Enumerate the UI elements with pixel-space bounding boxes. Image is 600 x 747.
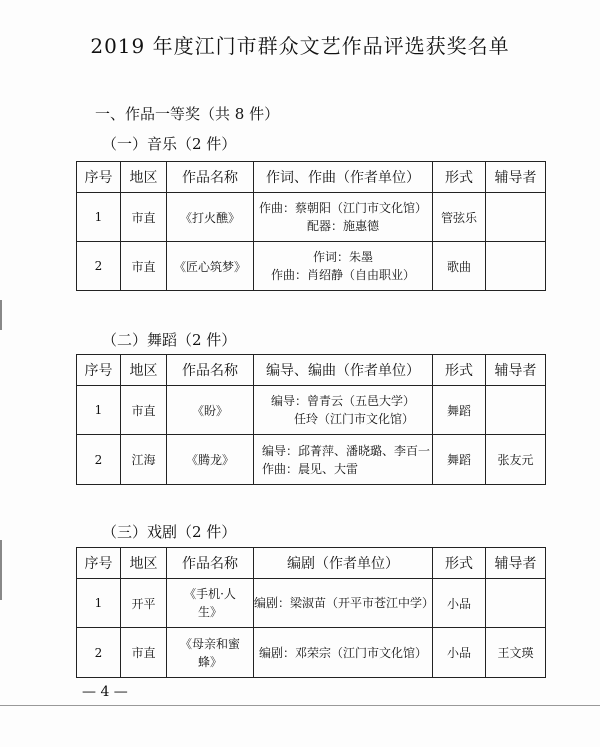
header-cell: 形式 bbox=[433, 162, 486, 193]
row-form: 舞蹈 bbox=[433, 386, 486, 435]
row-authors bbox=[254, 242, 433, 291]
header-cell: 编剧（作者单位） bbox=[254, 548, 433, 579]
row-authors bbox=[254, 628, 433, 678]
author-line: 编剧：梁淑苗（开平市苍江中学） bbox=[254, 596, 435, 610]
header-cell: 辅导者 bbox=[486, 548, 546, 579]
header-cell: 作品名称 bbox=[167, 162, 254, 193]
header-cell: 地区 bbox=[121, 548, 167, 579]
award-table-drama bbox=[76, 547, 546, 678]
author-line: 任玲（江门市文化馆） bbox=[293, 412, 414, 426]
row-number: 2 bbox=[77, 435, 121, 485]
header-cell: 辅导者 bbox=[486, 355, 546, 386]
row-work-title: 《母亲和蜜蜂》 bbox=[167, 628, 254, 678]
table-header-row bbox=[77, 548, 546, 579]
row-number: 1 bbox=[77, 386, 121, 435]
row-region: 开平 bbox=[121, 579, 167, 628]
row-authors bbox=[254, 386, 433, 435]
header-cell: 辅导者 bbox=[486, 162, 546, 193]
row-mentor bbox=[486, 579, 546, 628]
scan-mark bbox=[0, 300, 2, 330]
row-work-title: 《打火醮》 bbox=[167, 193, 254, 242]
award-table-dance bbox=[76, 354, 546, 485]
page-edge-line bbox=[0, 705, 600, 706]
row-region: 市直 bbox=[121, 193, 167, 242]
subsection-heading-music: （一）音乐（2 件） bbox=[102, 135, 237, 153]
row-form: 管弦乐 bbox=[433, 193, 486, 242]
table-row bbox=[77, 386, 546, 435]
table-row bbox=[77, 579, 546, 628]
table-row bbox=[77, 242, 546, 291]
row-number: 2 bbox=[77, 628, 121, 678]
author-line: 作曲：晨见、大雷 bbox=[262, 461, 359, 476]
table-row bbox=[77, 435, 546, 485]
header-cell: 地区 bbox=[121, 355, 167, 386]
document-title: 2019 年度江门市群众文艺作品评选获奖名单 bbox=[90, 34, 510, 58]
row-region: 市直 bbox=[121, 628, 167, 678]
row-work-title: 《匠心筑梦》 bbox=[167, 242, 254, 291]
row-mentor bbox=[486, 386, 546, 435]
header-cell: 序号 bbox=[77, 162, 121, 193]
author-line: 配器：施惠德 bbox=[306, 219, 379, 233]
author-line: 作词：朱墨 bbox=[312, 250, 373, 264]
award-table-music bbox=[76, 161, 546, 291]
table-header-row bbox=[77, 355, 546, 386]
row-form: 小品 bbox=[433, 579, 486, 628]
header-cell: 地区 bbox=[121, 162, 167, 193]
subsection-heading-drama: （三）戏剧（2 件） bbox=[102, 523, 237, 541]
row-work-title: 《腾龙》 bbox=[167, 435, 254, 485]
row-mentor bbox=[486, 242, 546, 291]
page-number: — 4 — bbox=[82, 684, 128, 700]
author-line: 编剧：邓荣宗（江门市文化馆） bbox=[258, 645, 427, 660]
row-number: 1 bbox=[77, 193, 121, 242]
table-row bbox=[77, 193, 546, 242]
author-line: 作曲：肖绍静（自由职业） bbox=[270, 268, 415, 282]
header-cell: 序号 bbox=[77, 355, 121, 386]
author-line: 编导：邱菁萍、潘晓璐、李百一 bbox=[262, 443, 431, 458]
row-region: 市直 bbox=[121, 242, 167, 291]
row-number: 1 bbox=[77, 579, 121, 628]
header-cell: 形式 bbox=[433, 548, 486, 579]
row-authors bbox=[254, 579, 433, 628]
row-region: 江海 bbox=[121, 435, 167, 485]
header-cell: 编导、编曲（作者单位） bbox=[254, 355, 433, 386]
header-cell: 形式 bbox=[433, 355, 486, 386]
author-line: 编导：曾青云（五邑大学） bbox=[270, 394, 415, 408]
row-mentor bbox=[486, 193, 546, 242]
row-region: 市直 bbox=[121, 386, 167, 435]
table-header-row bbox=[77, 162, 546, 193]
row-work-title: 《盼》 bbox=[167, 386, 254, 435]
header-cell: 序号 bbox=[77, 548, 121, 579]
row-authors bbox=[254, 193, 433, 242]
row-work-title: 《手机·人生》 bbox=[167, 579, 254, 628]
row-form: 歌曲 bbox=[433, 242, 486, 291]
header-cell: 作品名称 bbox=[167, 355, 254, 386]
subsection-heading-dance: （二）舞蹈（2 件） bbox=[102, 331, 237, 349]
row-authors bbox=[254, 435, 433, 485]
header-cell: 作品名称 bbox=[167, 548, 254, 579]
section-heading: 一、作品一等奖（共 8 件） bbox=[95, 105, 280, 123]
scan-mark bbox=[0, 540, 2, 600]
row-form: 舞蹈 bbox=[433, 435, 486, 485]
row-mentor: 张友元 bbox=[486, 435, 546, 485]
row-form: 小品 bbox=[433, 628, 486, 678]
table-row bbox=[77, 628, 546, 678]
author-line: 作曲：蔡朝阳（江门市文化馆） bbox=[258, 201, 427, 215]
row-mentor: 王文瑛 bbox=[486, 628, 546, 678]
row-number: 2 bbox=[77, 242, 121, 291]
header-cell: 作词、作曲（作者单位） bbox=[254, 162, 433, 193]
